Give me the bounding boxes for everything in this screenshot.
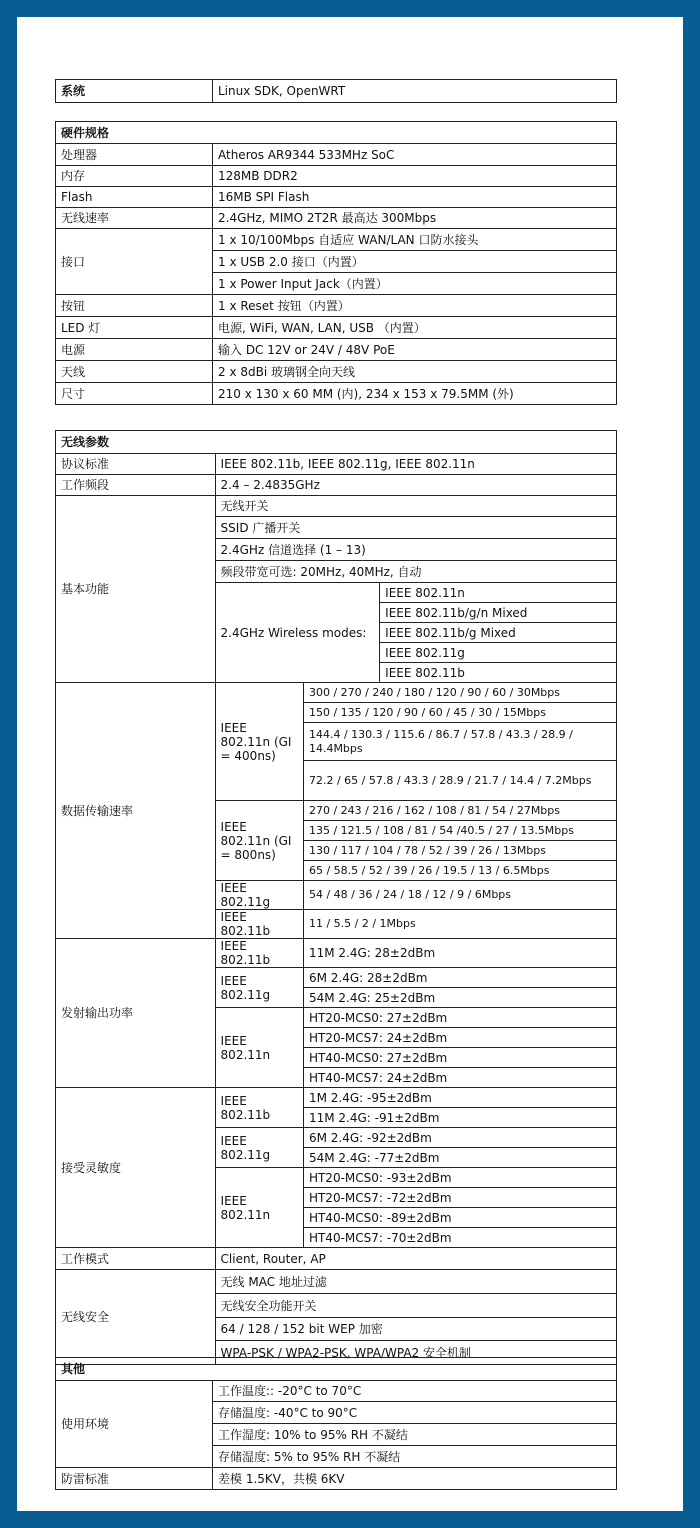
tx-power-label: 发射输出功率 [56,939,216,1088]
rx-item: HT40-MCS0: -89±2dBm [303,1208,616,1228]
table-row [56,295,617,317]
rate-item: 144.4 / 130.3 / 115.6 / 86.7 / 57.8 / 43.3 / 28.9 / 14.4Mbps [303,723,616,761]
tx-n-label: IEEE 802.11n [215,1008,303,1088]
table-row [56,229,617,251]
table-row [56,187,617,208]
hardware-table [55,121,617,405]
rate-item: 65 / 58.5 / 52 / 39 / 26 / 19.5 / 13 / 6.5Mbps [303,861,616,881]
environment-item: 存储温度: -40°C to 90°C [213,1402,617,1424]
tx-item: 6M 2.4G: 28±2dBm [303,968,616,988]
mode-value: Client, Router, AP [215,1248,616,1270]
size-value: 210 x 130 x 60 MM (内), 234 x 153 x 79.5MM (外) [213,383,617,405]
band-value: 2.4 – 2.4835GHz [215,475,616,496]
basic-item: 频段带宽可选: 20MHz, 40MHz, 自动 [215,561,616,583]
environment-item: 存储湿度: 5% to 95% RH 不凝结 [213,1446,617,1468]
table-row [56,496,617,517]
tx-g-label: IEEE 802.11g [215,968,303,1008]
environment-label: 使用环境 [56,1381,213,1468]
rate-item: 300 / 270 / 240 / 180 / 120 / 90 / 60 / 30Mbps [303,683,616,703]
mode-item: IEEE 802.11b [380,663,617,683]
table-row [56,122,617,144]
tx-item: HT40-MCS0: 27±2dBm [303,1048,616,1068]
basic-label: 基本功能 [56,496,216,683]
rx-item: 6M 2.4G: -92±2dBm [303,1128,616,1148]
table-row [56,1381,617,1402]
tx-item: HT20-MCS7: 24±2dBm [303,1028,616,1048]
table-row [56,431,617,454]
table-row [56,1088,617,1108]
environment-item: 工作温度:: -20°C to 70°C [213,1381,617,1402]
security-item: 64 / 128 / 152 bit WEP 加密 [215,1318,616,1341]
antenna-value: 2 x 8dBi 玻璃钢全向天线 [213,361,617,383]
rx-g-label: IEEE 802.11g [215,1128,303,1168]
rx-item: HT20-MCS7: -72±2dBm [303,1188,616,1208]
table-row [56,361,617,383]
antenna-label: 天线 [56,361,213,383]
rate-item: 135 / 121.5 / 108 / 81 / 54 /40.5 / 27 / 13.5Mbps [303,821,616,841]
rx-item: 54M 2.4G: -77±2dBm [303,1148,616,1168]
rate-item: 54 / 48 / 36 / 24 / 18 / 12 / 9 / 6Mbps [303,881,616,910]
tx-item: 54M 2.4G: 25±2dBm [303,988,616,1008]
power-value: 输入 DC 12V or 24V / 48V PoE [213,339,617,361]
port-item: 1 x USB 2.0 接口（内置） [213,251,617,273]
table-row [56,383,617,405]
wireless-modes-label: 2.4GHz Wireless modes: [215,583,380,683]
rx-b-label: IEEE 802.11b [215,1088,303,1128]
tx-item: 11M 2.4G: 28±2dBm [303,939,616,968]
rates-n800-label: IEEE 802.11n (GI = 800ns) [215,801,303,881]
environment-item: 工作湿度: 10% to 95% RH 不凝结 [213,1424,617,1446]
system-label: 系统 [56,80,213,103]
led-value: 电源, WiFi, WAN, LAN, USB （内置） [213,317,617,339]
basic-item: SSID 广播开关 [215,517,616,539]
band-label: 工作频段 [56,475,216,496]
tx-item: HT40-MCS7: 24±2dBm [303,1068,616,1088]
sensitivity-label: 接受灵敏度 [56,1088,216,1248]
wireless-table [55,430,617,1365]
standard-label: 协议标准 [56,454,216,475]
wireless-title: 无线参数 [56,431,617,454]
other-title: 其他 [56,1358,617,1381]
table-row [56,939,617,968]
wireless-rate-label: 无线速率 [56,208,213,229]
table-row [56,1270,617,1294]
other-table [55,1357,617,1490]
wireless-rate-value: 2.4GHz, MIMO 2T2R 最高达 300Mbps [213,208,617,229]
cpu-label: 处理器 [56,144,213,166]
port-item: 1 x 10/100Mbps 自适应 WAN/LAN 口防水接头 [213,229,617,251]
table-row [56,683,617,703]
table-row [56,166,617,187]
security-item: 无线安全功能开关 [215,1294,616,1318]
rate-item: 270 / 243 / 216 / 162 / 108 / 81 / 54 / 27Mbps [303,801,616,821]
rate-item: 130 / 117 / 104 / 78 / 52 / 39 / 26 / 13Mbps [303,841,616,861]
table-row [56,317,617,339]
table-row [56,1358,617,1381]
ports-label: 接口 [56,229,213,295]
security-item: 无线 MAC 地址过滤 [215,1270,616,1294]
memory-label: 内存 [56,166,213,187]
basic-item: 无线开关 [215,496,616,517]
hardware-title: 硬件规格 [56,122,617,144]
mode-item: IEEE 802.11b/g Mixed [380,623,617,643]
port-item: 1 x Power Input Jack（内置） [213,273,617,295]
mode-label: 工作模式 [56,1248,216,1270]
rates-n400-label: IEEE 802.11n (GI = 400ns) [215,683,303,801]
table-row [56,1248,617,1270]
system-table [55,79,617,103]
rate-item: 150 / 135 / 120 / 90 / 60 / 45 / 30 / 15Mbps [303,703,616,723]
lightning-label: 防雷标准 [56,1468,213,1490]
tx-item: HT20-MCS0: 27±2dBm [303,1008,616,1028]
rx-n-label: IEEE 802.11n [215,1168,303,1248]
rates-g-label: IEEE 802.11g [215,881,303,910]
flash-value: 16MB SPI Flash [213,187,617,208]
table-row [56,339,617,361]
rate-item: 72.2 / 65 / 57.8 / 43.3 / 28.9 / 21.7 / 14.4 / 7.2Mbps [303,761,616,801]
power-label: 电源 [56,339,213,361]
tx-b-label: IEEE 802.11b [215,939,303,968]
rx-item: HT20-MCS0: -93±2dBm [303,1168,616,1188]
table-row [56,144,617,166]
size-label: 尺寸 [56,383,213,405]
table-row [56,454,617,475]
table-row [56,208,617,229]
table-row [56,1468,617,1490]
memory-value: 128MB DDR2 [213,166,617,187]
security-label: 无线安全 [56,1270,216,1365]
rx-item: 1M 2.4G: -95±2dBm [303,1088,616,1108]
led-label: LED 灯 [56,317,213,339]
mode-item: IEEE 802.11g [380,643,617,663]
security-item: WPA-PSK / WPA2-PSK, WPA/WPA2 安全机制 [215,1341,616,1365]
lightning-value: 差模 1.5KV，共模 6KV [213,1468,617,1490]
rates-b-label: IEEE 802.11b [215,910,303,939]
basic-item: 2.4GHz 信道选择 (1 – 13) [215,539,616,561]
button-label: 按钮 [56,295,213,317]
button-value: 1 x Reset 按钮（内置） [213,295,617,317]
system-value: Linux SDK, OpenWRT [213,80,617,103]
standard-value: IEEE 802.11b, IEEE 802.11g, IEEE 802.11n [215,454,616,475]
rate-item: 11 / 5.5 / 2 / 1Mbps [303,910,616,939]
table-row [56,475,617,496]
flash-label: Flash [56,187,213,208]
rx-item: HT40-MCS7: -70±2dBm [303,1228,616,1248]
rates-label: 数据传输速率 [56,683,216,939]
rx-item: 11M 2.4G: -91±2dBm [303,1108,616,1128]
mode-item: IEEE 802.11n [380,583,617,603]
cpu-value: Atheros AR9344 533MHz SoC [213,144,617,166]
table-row [56,80,617,103]
mode-item: IEEE 802.11b/g/n Mixed [380,603,617,623]
